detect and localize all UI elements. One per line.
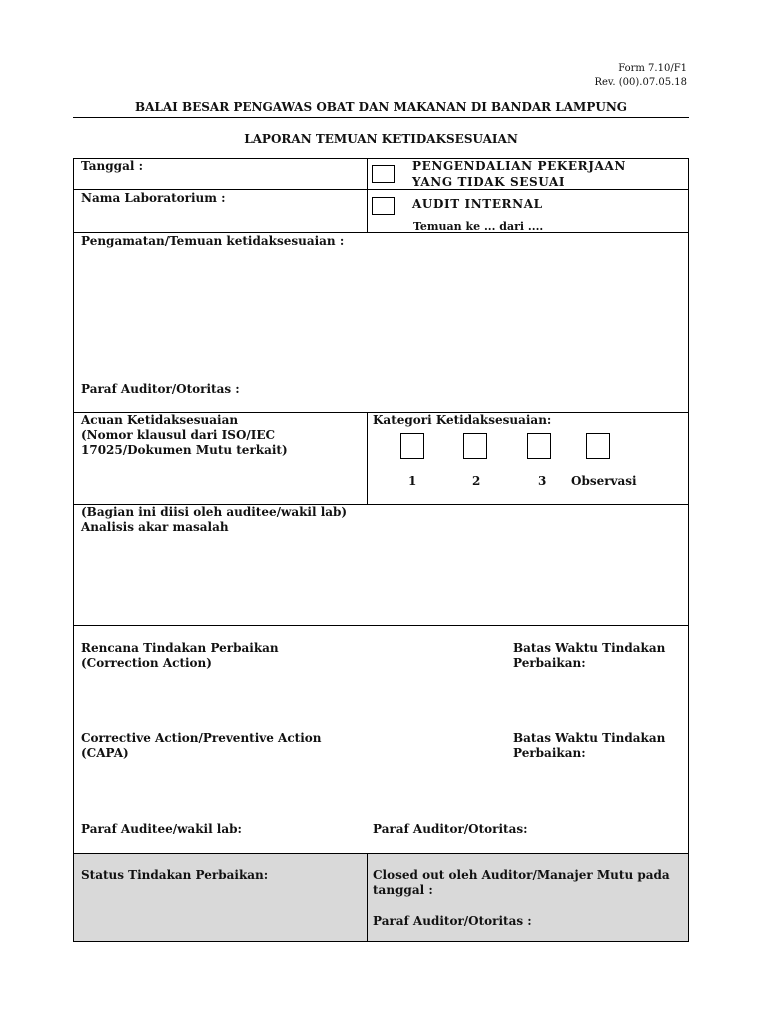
correction-plan-label: Rencana Tindakan Perbaikan bbox=[81, 641, 279, 655]
revision-number: Rev. (00).07.05.18 bbox=[594, 77, 687, 88]
auditor-signature-label: Paraf Auditor/Otoritas: bbox=[373, 822, 528, 836]
closed-out-line1: Closed out oleh Auditor/Manajer Mutu pada bbox=[373, 868, 670, 882]
category-option-observasi: Observasi bbox=[571, 474, 637, 488]
organization-name: BALAI BESAR PENGAWAS OBAT DAN MAKANAN DI BANDAR LAMPUNG bbox=[134, 100, 628, 114]
row-divider bbox=[74, 232, 688, 233]
observation-signature-label: Paraf Auditor/Otoritas : bbox=[81, 382, 240, 396]
category-label: Kategori Ketidaksesuaian: bbox=[373, 413, 552, 427]
auditee-signature-label: Paraf Auditee/wakil lab: bbox=[81, 822, 242, 836]
option-audit-internal: AUDIT INTERNAL bbox=[412, 197, 543, 211]
reference-line2: (Nomor klausul dari ISO/IEC bbox=[81, 428, 276, 442]
column-divider bbox=[367, 159, 368, 232]
row-divider bbox=[74, 853, 688, 854]
reference-line1: Acuan Ketidaksesuaian bbox=[81, 413, 239, 427]
header-rule bbox=[73, 117, 689, 118]
option-pengendalian-line1: PENGENDALIAN PEKERJAAN bbox=[412, 159, 626, 173]
column-divider bbox=[367, 853, 368, 941]
form-number-block bbox=[594, 62, 687, 90]
form-number: Form 7.10/F1 bbox=[618, 63, 687, 74]
auditee-note: (Bagian ini diisi oleh auditee/wakil lab) bbox=[81, 505, 348, 519]
capa-abbrev: (CAPA) bbox=[81, 746, 129, 760]
option-pengendalian-line2: YANG TIDAK SESUAI bbox=[412, 175, 566, 189]
checkbox-pengendalian[interactable] bbox=[372, 165, 395, 183]
category-checkbox-1[interactable] bbox=[400, 433, 424, 459]
correction-action-label: (Correction Action) bbox=[81, 656, 212, 670]
capa-deadline-line2: Perbaikan: bbox=[513, 746, 586, 760]
capa-label: Corrective Action/Preventive Action bbox=[81, 731, 322, 745]
report-title: LAPORAN TEMUAN KETIDAKSESUAIAN bbox=[244, 132, 518, 146]
status-label: Status Tindakan Perbaikan: bbox=[81, 868, 269, 882]
correction-deadline-line2: Perbaikan: bbox=[513, 656, 586, 670]
status-auditor-signature: Paraf Auditor/Otoritas : bbox=[373, 914, 532, 928]
row-divider bbox=[74, 625, 688, 626]
date-label: Tanggal : bbox=[81, 159, 144, 173]
root-cause-label: Analisis akar masalah bbox=[81, 520, 229, 534]
closed-out-line2: tanggal : bbox=[373, 883, 433, 897]
checkbox-audit-internal[interactable] bbox=[372, 197, 395, 215]
correction-deadline-line1: Batas Waktu Tindakan bbox=[513, 641, 666, 655]
observation-label: Pengamatan/Temuan ketidaksesuaian : bbox=[81, 234, 345, 248]
category-checkbox-observasi[interactable] bbox=[586, 433, 610, 459]
column-divider bbox=[367, 412, 368, 504]
capa-deadline-line1: Batas Waktu Tindakan bbox=[513, 731, 666, 745]
category-checkbox-2[interactable] bbox=[463, 433, 487, 459]
reference-line3: 17025/Dokumen Mutu terkait) bbox=[81, 443, 288, 457]
lab-name-label: Nama Laboratorium : bbox=[81, 191, 226, 205]
row-divider bbox=[74, 189, 367, 190]
nonconformity-form-table bbox=[73, 158, 689, 942]
category-option-2: 2 bbox=[472, 474, 481, 488]
category-option-3: 3 bbox=[538, 474, 547, 488]
finding-counter: Temuan ke ... dari .... bbox=[413, 220, 544, 233]
category-checkbox-3[interactable] bbox=[527, 433, 551, 459]
category-option-1: 1 bbox=[408, 474, 417, 488]
